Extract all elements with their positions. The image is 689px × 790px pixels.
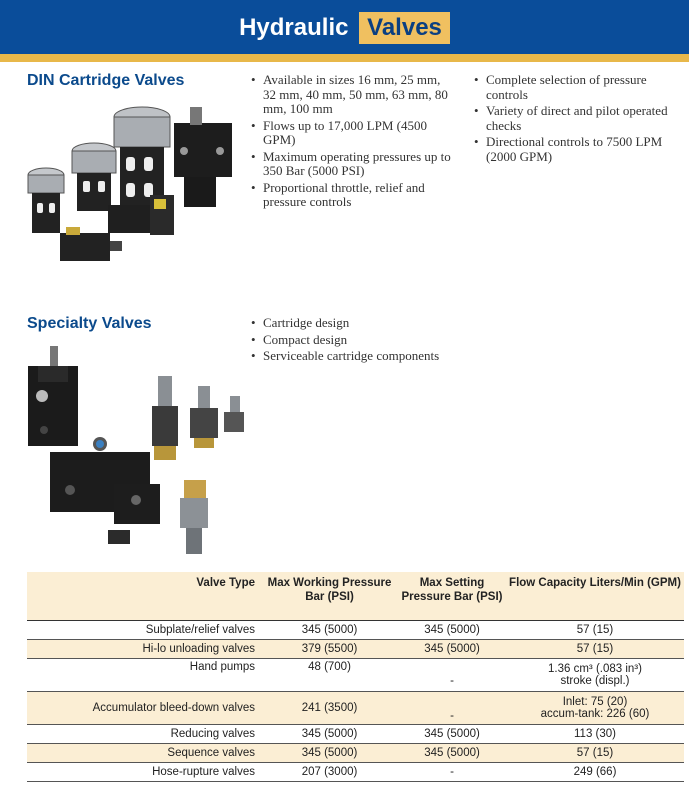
- table-row: [27, 725, 684, 744]
- cell-setting-pressure: -: [450, 766, 454, 778]
- cell-working-pressure: 345 (5000): [301, 728, 358, 740]
- column-header-working-pressure: Max Working Pressure Bar (PSI): [267, 577, 392, 603]
- list-item: • Complete selection of pressure controls: [474, 73, 684, 102]
- din-section-title: DIN Cartridge Valves: [27, 72, 185, 89]
- cell-valve-type: Hi-lo unloading valves: [142, 643, 255, 655]
- list-item: • Compact design: [251, 333, 511, 348]
- cell-flow: [506, 659, 684, 691]
- block-valve-tall: [28, 346, 78, 446]
- cell-setting-pressure: -: [450, 675, 454, 687]
- title-part1: Hydraulic: [239, 14, 349, 41]
- table-row: [27, 744, 684, 763]
- list-item: • Maximum operating pressures up to 350 Bar (5000 PSI): [251, 150, 456, 179]
- cell-working-pressure: 345 (5000): [301, 624, 358, 636]
- cover-block: [174, 107, 232, 207]
- cartridge-valve-medium: [72, 143, 116, 211]
- cartridge-insert: [180, 480, 208, 554]
- specialty-section-title: Specialty Valves: [27, 315, 152, 332]
- flow-line-1: Inlet: 75 (20): [562, 696, 628, 708]
- cell-flow: 249 (66): [573, 766, 617, 778]
- specialty-valves-photo: [14, 340, 246, 560]
- cell-setting-pressure: 345 (5000): [424, 643, 480, 655]
- cell-flow: [506, 696, 684, 720]
- cartridge-valve-small: [28, 168, 64, 233]
- cell-working-pressure: 48 (700): [308, 661, 351, 673]
- list-item: • Flows up to 17,000 LPM (4500 GPM): [251, 119, 456, 148]
- cartridge-spring-large: [152, 376, 178, 460]
- cartridge-spring-medium: [190, 386, 218, 448]
- column-header-flow-capacity: Flow Capacity Liters/Min (GPM): [509, 577, 681, 589]
- cell-working-pressure: 345 (5000): [301, 747, 358, 759]
- specialty-bullets: [251, 316, 511, 366]
- din-bullets-right: [474, 73, 684, 166]
- header-stripe: [0, 54, 689, 62]
- cell-flow: 57 (15): [576, 747, 614, 759]
- small-block-valve: [108, 484, 160, 544]
- flow-line-2: stroke (displ.): [560, 675, 630, 687]
- cartridge-spring-small: [224, 396, 244, 432]
- cell-setting-pressure: 345 (5000): [424, 624, 480, 636]
- table-row: [27, 640, 684, 659]
- cell-valve-type: Reducing valves: [170, 728, 255, 740]
- cell-valve-type: Hand pumps: [189, 661, 255, 673]
- valve-specs-table: [27, 572, 684, 782]
- flow-line-2: accum-tank: 226 (60): [540, 708, 650, 720]
- table-row: [27, 763, 684, 782]
- list-item: • Proportional throttle, relief and pressure controls: [251, 181, 456, 210]
- cell-flow: 57 (15): [576, 624, 614, 636]
- title-part2: Valves: [359, 12, 450, 44]
- cell-valve-type: Accumulator bleed-down valves: [92, 702, 255, 714]
- cell-flow: 57 (15): [576, 643, 614, 655]
- table-header: [27, 572, 684, 621]
- table-row: [27, 621, 684, 640]
- page-title: [0, 12, 689, 44]
- list-item: • Available in sizes 16 mm, 25 mm, 32 mm, 40 mm, 50 mm, 63 mm, 80 mm, 100 mm: [251, 73, 456, 117]
- cell-valve-type: Hose-rupture valves: [152, 766, 255, 778]
- cell-setting-pressure: -: [450, 710, 454, 722]
- cell-valve-type: Subplate/relief valves: [145, 624, 255, 636]
- cell-working-pressure: 379 (5500): [301, 643, 358, 655]
- cell-working-pressure: 207 (3000): [301, 766, 358, 778]
- list-item: • Variety of direct and pilot operated checks: [474, 104, 684, 133]
- cell-setting-pressure: 345 (5000): [424, 728, 480, 740]
- cell-flow: 113 (30): [574, 728, 616, 740]
- list-item: • Cartridge design: [251, 316, 511, 331]
- din-bullets-left: [251, 73, 456, 212]
- table-row: [27, 692, 684, 725]
- cell-setting-pressure: 345 (5000): [424, 747, 480, 759]
- flow-line-1: 1.36 cm³ (.083 in³): [548, 663, 642, 675]
- din-valves-photo: [14, 93, 244, 271]
- column-header-valve-type: Valve Type: [196, 577, 255, 589]
- list-item: • Directional controls to 7500 LPM (2000 GPM): [474, 135, 684, 164]
- cell-working-pressure: 241 (3500): [301, 702, 358, 714]
- cell-valve-type: Sequence valves: [167, 747, 255, 759]
- column-header-setting-pressure: Max Setting Pressure Bar (PSI): [401, 577, 503, 603]
- list-item: • Serviceable cartridge components: [251, 349, 511, 364]
- table-row: [27, 659, 684, 692]
